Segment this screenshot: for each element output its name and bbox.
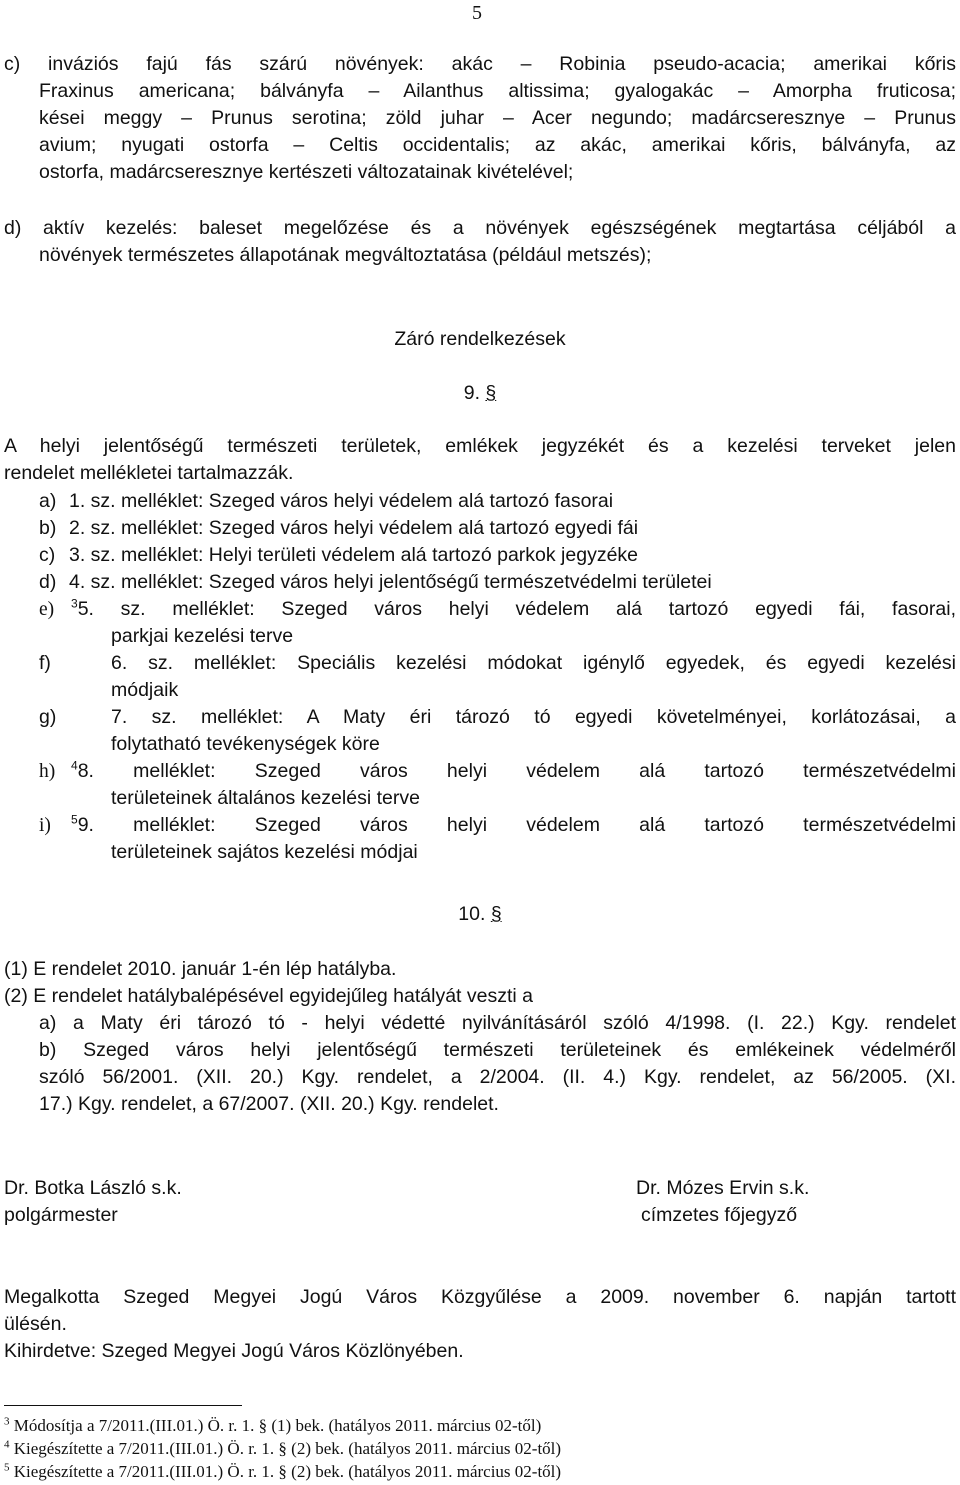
intro-line: A helyi jelentőségű természeti területek, emlékek jegyzékét és a kezelési terveket jelen — [4, 435, 956, 457]
item-text: folytatható tevékenységek köre — [111, 733, 380, 755]
list-item — [39, 542, 956, 569]
item-d-line: d) aktív kezelés: baleset megelőzése és a növények egészségének megtartása céljából a — [4, 217, 956, 239]
item-label: i) — [39, 815, 51, 836]
item-text: 6. sz. melléklet: Speciális kezelési módokat igénylő egyedek, és egyedi kezelési — [111, 652, 956, 674]
item-text: területeinek általános kezelési terve — [111, 787, 420, 809]
footnote-number: 4 — [4, 1438, 10, 1451]
footnote — [4, 1435, 561, 1458]
item-text: 1. sz. melléklet: Szeged város helyi védelem alá tartozó fasorai — [69, 490, 614, 512]
sub-item-b-line: b) Szeged város helyi jelentőségű természeti területeinek és emlékeinek védelméről — [39, 1039, 956, 1061]
item-label: a) — [39, 490, 57, 512]
list-item — [39, 515, 956, 542]
page-number: 5 — [472, 2, 482, 24]
list-item — [39, 758, 956, 812]
footnote — [4, 1458, 561, 1481]
item-text: 3. sz. melléklet: Helyi területi védelem alá tartozó parkok jegyzéke — [69, 544, 639, 566]
section-9-heading — [0, 380, 960, 407]
sub-item-b-line: szóló 56/2001. (XII. 20.) Kgy. rendelet, a 2/2004. (II. 4.) Kgy. rendelet, az 56/2005. (XI. — [39, 1066, 956, 1088]
item-label: g) — [39, 706, 57, 728]
list-item — [39, 704, 956, 758]
footnote-number: 3 — [4, 1415, 10, 1428]
item-c-line: c) inváziós fajú fás szárú növények: akác – Robinia pseudo-acacia; amerikai kőris — [4, 53, 956, 75]
item-c-line: ostorfa, madárcseresznye kertészeti változatainak kivételével; — [39, 161, 574, 183]
item-text: parkjai kezelési terve — [111, 625, 294, 647]
list-item — [39, 650, 956, 704]
item-label: c) — [39, 544, 56, 566]
annex-list — [39, 488, 956, 866]
item-c-line: avium; nyugati ostorfa – Celtis occidentalis; az akác, amerikai kőris, bálványfa, az — [39, 134, 956, 156]
list-item — [39, 596, 956, 650]
item-label: e) — [39, 599, 55, 620]
signatory-left-name: Dr. Botka László s.k. — [4, 1177, 182, 1199]
item-text: területeinek sajátos kezelési módjai — [111, 841, 418, 863]
footnote-text: Módosítja a 7/2011.(III.01.) Ö. r. 1. § (1) bek. (hatályos 2011. március 02-től) — [13, 1416, 542, 1435]
section-symbol: § — [485, 382, 497, 404]
item-d — [4, 215, 956, 269]
item-text: 5. sz. melléklet: Szeged város helyi védelem alá tartozó egyedi fái, fasorai, — [77, 598, 956, 620]
item-text: 4. sz. melléklet: Szeged város helyi jelentőségű természetvédelmi területei — [69, 571, 712, 593]
item-text: módjaik — [111, 679, 179, 701]
item-text: 7. sz. melléklet: A Maty éri tározó tó egyedi követelményei, korlátozásai, a — [111, 706, 956, 728]
promulgation-line: Kihirdetve: Szeged Megyei Jogú Város Közlönyében. — [4, 1340, 464, 1362]
sub-item-b-line: 17.) Kgy. rendelet, a 67/2007. (XII. 20.) Kgy. rendelet. — [39, 1093, 499, 1115]
footnote-text: Kiegészítette a 7/2011.(III.01.) Ö. r. 1. § (2) bek. (hatályos 2011. március 02-től) — [13, 1439, 562, 1458]
adoption-note — [4, 1284, 956, 1365]
item-c — [4, 51, 956, 186]
footnote-text: Kiegészítette a 7/2011.(III.01.) Ö. r. 1. § (2) bek. (hatályos 2011. március 02-től) — [13, 1462, 562, 1481]
footnote-number: 5 — [4, 1461, 10, 1474]
section-symbol: § — [490, 903, 502, 925]
intro-line: rendelet mellékletei tartalmazzák. — [4, 462, 294, 484]
item-text: 8. melléklet: Szeged város helyi védelem alá tartozó természetvédelmi — [77, 760, 956, 782]
signatory-right-name: Dr. Mózes Ervin s.k. — [636, 1177, 810, 1199]
section-10-body — [4, 956, 956, 1118]
footnote-ref: 3 — [71, 596, 78, 611]
section-number: 10. — [458, 903, 486, 925]
footnote-ref: 5 — [71, 812, 78, 827]
paragraph-1: (1) E rendelet 2010. január 1-én lép hatályba. — [4, 958, 397, 980]
section-10-heading — [0, 901, 960, 928]
item-label: f) — [39, 652, 51, 674]
footnote-separator — [4, 1405, 242, 1406]
section-number: 9. — [463, 382, 480, 404]
signatory-left-title: polgármester — [4, 1204, 118, 1226]
closing-provisions-heading: Záró rendelkezések — [394, 328, 566, 350]
paragraph-2: (2) E rendelet hatálybalépésével egyidejűleg hatályát veszti a — [4, 985, 533, 1007]
item-c-line: kései meggy – Prunus serotina; zöld juhar – Acer negundo; madárcseresznye – Prunus — [39, 107, 956, 129]
sub-item-a: a) a Maty éri tározó tó - helyi védetté nyilvánításáról szóló 4/1998. (I. 22.) Kgy. rendelet — [39, 1012, 956, 1034]
list-item — [39, 569, 956, 596]
item-text: 9. melléklet: Szeged város helyi védelem alá tartozó természetvédelmi — [77, 814, 956, 836]
item-label: h) — [39, 761, 56, 782]
item-c-line: Fraxinus americana; bálványfa – Ailanthus altissima; gyalogakác – Amorpha fruticosa; — [39, 80, 956, 102]
item-d-line: növények természetes állapotának megváltoztatása (például metszés); — [39, 244, 652, 266]
list-item — [39, 488, 956, 515]
section-9-intro — [4, 433, 956, 487]
list-item — [39, 812, 956, 866]
signatory-right-title: címzetes főjegyző — [641, 1204, 798, 1226]
footnote — [4, 1412, 561, 1435]
footnote-ref: 4 — [71, 758, 78, 773]
item-label: d) — [39, 571, 57, 593]
adoption-line: ülésén. — [4, 1313, 67, 1335]
item-text: 2. sz. melléklet: Szeged város helyi védelem alá tartozó egyedi fái — [69, 517, 639, 539]
adoption-line: Megalkotta Szeged Megyei Jogú Város Közgyűlése a 2009. november 6. napján tartott — [4, 1286, 956, 1308]
item-label: b) — [39, 517, 57, 539]
footnotes — [4, 1412, 561, 1481]
